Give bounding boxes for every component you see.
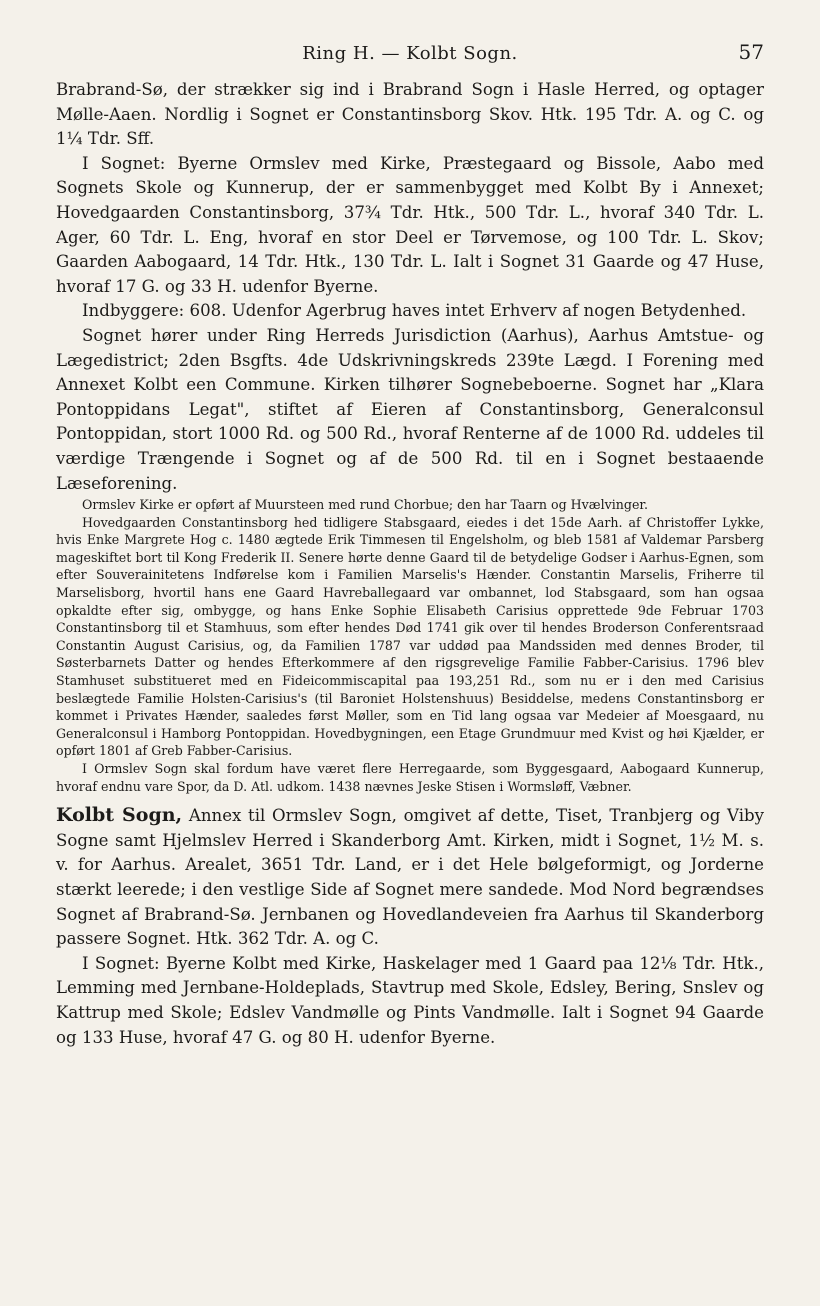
paragraph-population: Indbyggere: 608. Udenfor Agerbrug haves intet Erhverv af nogen Betydenhed. [82,301,747,321]
note-manors: I Ormslev Sogn skal fordum have været flere Herregaarde, som Byggesgaard, Aabogaard Kunnerup, hvoraf endnu vare Spor, da D. Atl. udkom. 1438 nævnes Jeske Stisen i Wormsløff, Væbner. [56,761,764,794]
page-body [56,78,764,1050]
entry-description: Annex til Ormslev Sogn, omgivet af dette, Tiset, Tranbjerg og Viby Sogne samt Hjelmslev Herred i Skanderborg Amt. Kirken, midt i Sognet, 1½ M. s. v. for Aarhus. Arealet, 3651 Tdr. Land, er i det Hele bølgeformigt, og Jorderne stærkt leerede; i den vestlige Side af Sognet mere sandede. Mod Nord begrændses Sognet af Brabrand-Sø. Jernbanen og Hovedlandeveien fra Aarhus til Skanderborg passere Sognet. Htk. 362 Tdr. A. og C. [56,806,764,949]
running-header [56,40,764,72]
paragraph-jurisdiction: Sognet hører under Ring Herreds Jurisdiction (Aarhus), Aarhus Amtstue- og Lægedistrict; 2den Bsgfts. 4de Udskrivningskreds 239te Lægd. I Forening med Annexet Kolbt een Commune. Kirken tilhører Sognebeboerne. Sognet har „Klara Pontoppidans Legat", stiftet af Eieren af Constantinsborg, Generalconsul Pontoppidan, stort 1000 Rd. og 500 Rd., hvoraf Renterne af de 1000 Rd. uddeles til værdige Trængende i Sognet og af de 500 Rd. til en i Sognet bestaaende Læseforening. [56,325,764,493]
section-gap [56,795,764,803]
paragraph-lake: Brabrand-Sø, der strækker sig ind i Brabrand Sogn i Hasle Herred, og optager Møllе-Aaen. Nordlig i Sognet er Constantinsborg Skov. Htk. 195 Tdr. A. og C. og 1¼ Tdr. Sff. [56,80,764,149]
page-number: 57 [738,40,764,64]
entry-heading: Kolbt Sogn, [56,804,183,827]
running-title: Ring H. — Kolbt Sogn. [302,43,518,64]
note-church: Ormslev Kirke er opført af Muurstеen med rund Chorbue; den har Taarn og Hvælvinger. [82,497,649,513]
entry-kolbt [56,803,764,952]
paragraph-villages: I Sognet: Byerne Ormslev med Kirke, Præstegaard og Bissole, Aabo med Sognets Skole og Kunnerup, der er sammenbygget med Kolbt By i Annexet; Hovedgaarden Constantinsborg, 37¾ Tdr. Htk., 500 Tdr. L., hvoraf 340 Tdr. L. Ager, 60 Tdr. L. Eng, hvoraf en stor Deel er Tørvemose, og 100 Tdr. L. Skov; Gaarden Aabogaard, 14 Tdr. Htk., 130 Tdr. L. Ialt i Sognet 31 Gaarde og 47 Huse, hvoraf 17 G. og 33 H. udenfor Byerne. [56,153,764,296]
note-constantinsborg-history: Hovedgaarden Constantinsborg hed tidligere Stabsgaard, eiedes i det 15de Aarh. af Christoffer Lykke, hvis Enke Margrete Hog c. 1480 ægtede Erik Timmesen til Engelsholm, og bleb 1581 af Valdemar Parsberg mageskiftet bort til Kong Frederik II. Senere hørte denne Gaard til de betydelige Godser i Aarhus-Egnen, som efter Souverainitetens Indførelse kom i Familien Marselis's Hænder. Constantin Marselis, Friherre til Marselisborg, hvortil hans ene Gaard Havreballegaard var ombannet, lod Stabsgaard, som han ogsaa opkaldte efter sig, ombygge, og hans Enke Sophie Elisabeth Carisius opprettede 9de Februar 1703 Constantinsborg til et Stamhuus, som efter hendes Død 1741 gik over til hendes Broderson Conferentsraad Constantin August Carisius, og, da Familien 1787 var uddød paa Mandssiden med dennes Broder, til Søsterbarnets Datter og hendes Efterkommere af den rigsgrevelige Familie Fabber-Carisius. 1796 blev Stamhuset substitueret med en Fideicommiscapital paa 193,251 Rd., som nu er i den med Carisius beslægtede Familie Holsten-Carisius's (til Baroniet Holstenshuus) Besiddelse, medens Constantinsborg er kommet i Privates Hænder, saaledes først Møller, som en Tid lang ogsaa var Medeier af Moesgaard, nu Generalconsul i Hamborg Pontoppidan. Hovedbygningen, een Etage Grundmuur med Kvist og høi Kjælder, er opført 1801 af Greb Fabber-Carisius. [56,514,764,759]
paragraph-kolbt-villages: I Sognet: Byerne Kolbt med Kirke, Haskelager med 1 Gaard paa 12⅛ Tdr. Htk., Lemming med Jernbane-Holdeplads, Stavtrup med Skole, Edsley, Bering, Snslev og Kattrup med Skole; Edslev Vandmølle og Pints Vandmølle. Ialt i Sognet 94 Gaarde og 133 Huse, hvoraf 47 G. og 80 H. udenfor Byerne. [56,953,764,1047]
